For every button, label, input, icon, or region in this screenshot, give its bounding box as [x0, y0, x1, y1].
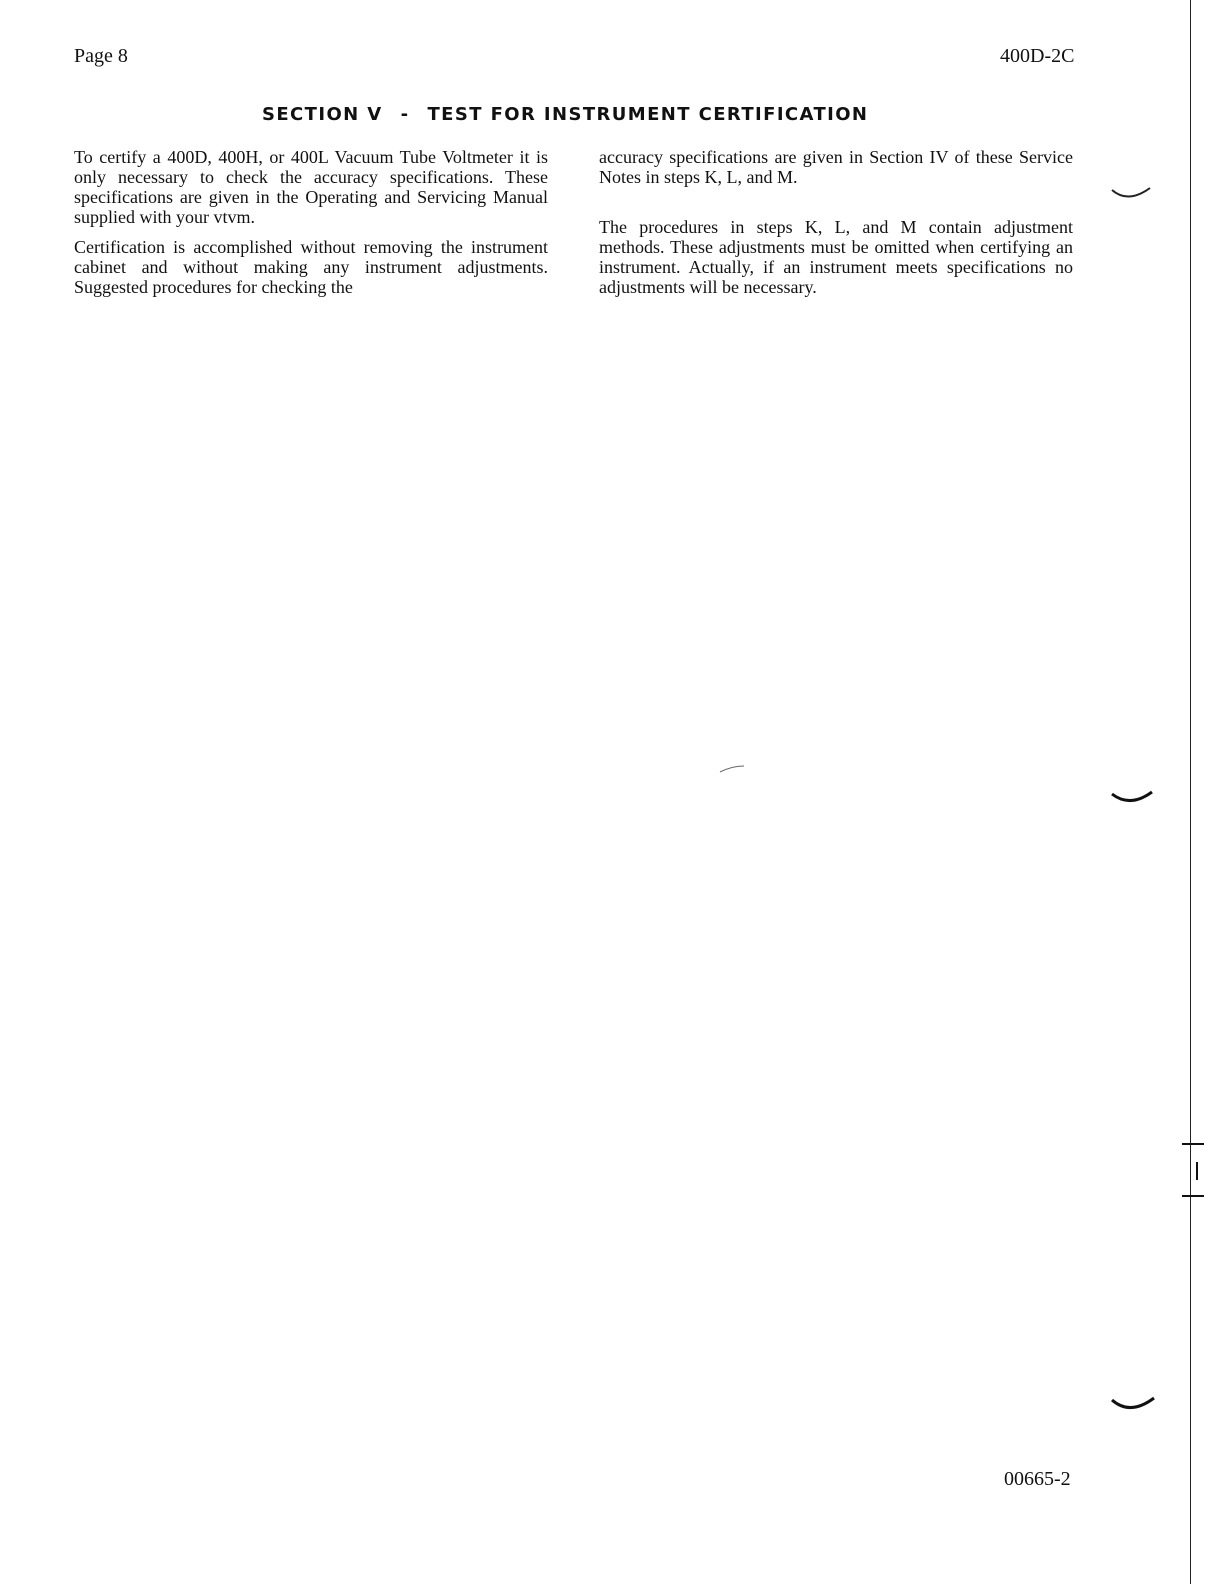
right-column: [599, 147, 1073, 307]
binder-mark-bottom: [1108, 1394, 1158, 1418]
page-tab-mark: [1176, 1140, 1210, 1202]
section-number: SECTION V: [262, 104, 383, 125]
binder-mark-top: [1108, 182, 1156, 206]
page-edge-line: [1190, 0, 1191, 1584]
section-title: TEST FOR INSTRUMENT CERTIFICATION: [427, 104, 869, 125]
page-number: Page 8: [74, 45, 128, 67]
paragraph-certify: To certify a 400D, 400H, or 400L Vacuum Tube Voltmeter it is only necessary to check the accuracy specifications. These specifications are given in the Operating and Servicing Manual supplied with your vtvm.: [74, 147, 548, 227]
footer-code: 00665-2: [1004, 1468, 1071, 1490]
binder-mark-middle: [1108, 786, 1158, 810]
section-heading: [262, 104, 882, 125]
paragraph-procedures: The procedures in steps K, L, and M contain adjustment methods. These adjustments must be omitted when certifying an instrument. Actually, if an instrument meets specifications no adjustments will be necessary.: [599, 217, 1073, 297]
document-code: 400D-2C: [1000, 45, 1075, 67]
left-column: [74, 147, 548, 307]
paragraph-certification: Certification is accomplished without removing the instrument cabinet and without making any instrument adjustments. Suggested procedures for checking the: [74, 237, 548, 297]
scan-speck: [718, 762, 748, 774]
section-separator: -: [400, 104, 410, 125]
paragraph-accuracy: accuracy specifications are given in Section IV of these Service Notes in steps K, L, and M.: [599, 147, 1073, 187]
